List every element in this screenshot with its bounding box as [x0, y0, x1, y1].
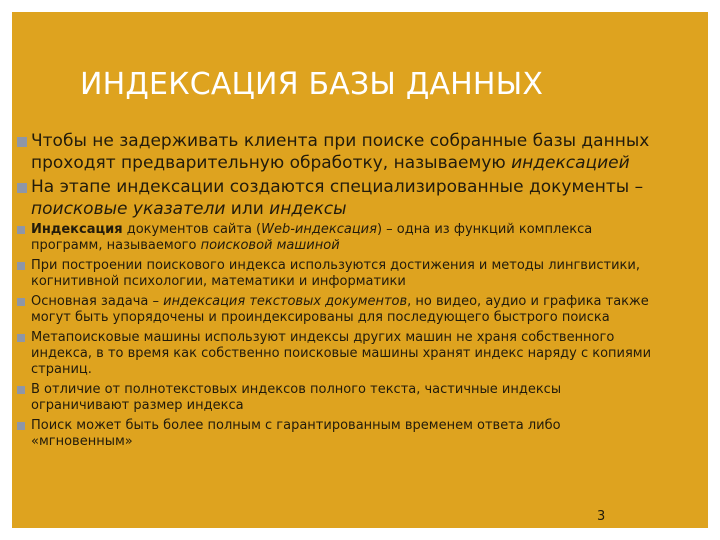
bullet-text: ) – одна из функций комплекса программ, называемого [31, 222, 593, 253]
bullet-list [17, 130, 657, 454]
bullet-item [17, 222, 657, 254]
bullet-text: Поиск может быть более полным с гарантированным временем ответа либо «мгновенным» [31, 418, 561, 449]
bullet-text-italic: Web-индексация [261, 222, 377, 237]
bullet-item [17, 176, 657, 220]
bullet-text: или [225, 199, 270, 219]
bullet-text: , но видео, аудио и графика также могут быть упорядочены и проиндексированы для последующего быстрого поиска [31, 294, 649, 325]
bullet-marker [17, 137, 27, 147]
bullet-marker [17, 334, 25, 342]
bullet-text: Метапоисковые машины используют индексы других машин не храня собственного индекса, в то время как собственно поисковые машины хранят индекс наряду с копиями страниц. [31, 330, 652, 377]
bullet-marker [17, 386, 25, 394]
bullet-text-italic: поисковые указатели [31, 199, 226, 219]
bullet-text-italic: поисковой машиной [200, 238, 340, 253]
bullet-text: Основная задача – [31, 294, 164, 309]
bullet-text-italic: индексацией [511, 153, 630, 173]
bullet-item [17, 382, 657, 414]
bullet-item [17, 330, 657, 378]
bullet-text-italic: индексация текстовых документов [163, 294, 408, 309]
bullet-item [17, 294, 657, 326]
bullet-marker [17, 298, 25, 306]
bullet-marker [17, 422, 25, 430]
bullet-marker [17, 262, 25, 270]
bullet-item [17, 418, 657, 450]
bullet-marker [17, 183, 27, 193]
bullet-text: Чтобы не задерживать клиента при поиске собранные базы данных проходят предварительную обработку, называемую [31, 131, 650, 173]
bullet-marker [17, 226, 25, 234]
page-number: 3 [597, 509, 606, 524]
bullet-text: В отличие от полнотекстовых индексов полного текста, частичные индексы ограничивают размер индекса [31, 382, 562, 413]
bullet-text-bold: Индексация [31, 222, 123, 237]
bullet-text: При построении поискового индекса используются достижения и методы лингвистики, когнитивной психологии, математики и информатики [31, 258, 640, 289]
bullet-text: На этапе индексации создаются специализированные документы – [31, 177, 644, 197]
bullet-text-italic: индексы [269, 199, 347, 219]
slide [12, 12, 708, 528]
bullet-item [17, 130, 657, 174]
slide-title: ИНДЕКСАЦИЯ БАЗЫ ДАННЫХ [80, 67, 544, 102]
bullet-item [17, 258, 657, 290]
bullet-text: документов сайта ( [122, 222, 262, 237]
